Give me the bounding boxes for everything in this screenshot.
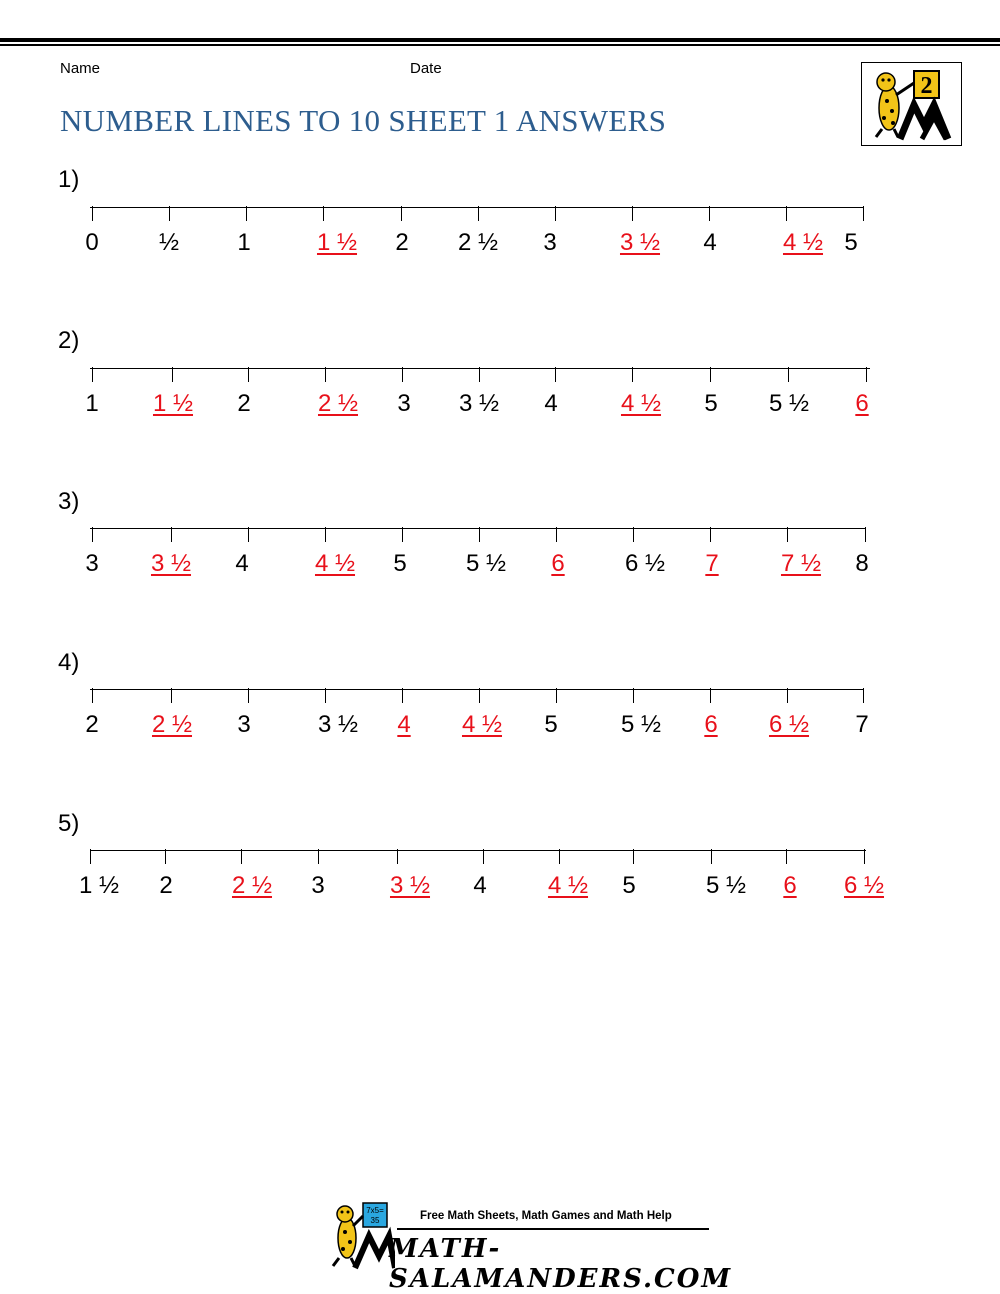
number-line-tick [710, 688, 711, 703]
number-line [90, 207, 864, 208]
number-line-tick [478, 206, 479, 221]
answer-label: 4 [397, 711, 411, 738]
answer-label: 3 ½ [150, 550, 192, 577]
problem-number: 2) [58, 327, 80, 354]
footer-rule [397, 1228, 709, 1230]
number-line [90, 850, 866, 851]
number-line-tick [633, 527, 634, 542]
number-line-tick [92, 206, 93, 221]
number-line-tick [788, 367, 789, 382]
tick-label: 3 ½ [317, 711, 359, 738]
number-line-tick [171, 527, 172, 542]
number-line-tick [787, 527, 788, 542]
tick-label: 3 [237, 711, 251, 738]
number-line-tick [632, 206, 633, 221]
answer-label: 4 ½ [620, 390, 662, 417]
tick-label: 5 [844, 229, 858, 256]
number-line-tick [632, 367, 633, 382]
number-line-tick [479, 527, 480, 542]
number-line-tick [248, 367, 249, 382]
number-line-tick [479, 688, 480, 703]
tick-label: 5 ½ [705, 872, 747, 899]
number-line-tick [92, 367, 93, 382]
number-line-tick [710, 367, 711, 382]
answer-label: 1 ½ [152, 390, 194, 417]
tick-label: 1 [85, 390, 99, 417]
problem-number: 4) [58, 649, 80, 676]
tick-label: 1 ½ [78, 872, 120, 899]
date-label: Date [410, 60, 442, 77]
number-line-tick [169, 206, 170, 221]
tick-label: 7 [855, 711, 869, 738]
tick-label: 4 [235, 550, 249, 577]
answer-label: 6 [783, 872, 797, 899]
problem-number: 1) [58, 166, 80, 193]
name-label: Name [60, 60, 101, 77]
answer-label: 2 ½ [151, 711, 193, 738]
tick-label: 4 [703, 229, 717, 256]
answer-label: 6 ½ [768, 711, 810, 738]
tick-label: 2 ½ [457, 229, 499, 256]
number-line-tick [555, 206, 556, 221]
number-line-tick [483, 849, 484, 864]
number-line-tick [325, 688, 326, 703]
tick-label: 2 [395, 229, 409, 256]
tick-label: 3 [311, 872, 325, 899]
page-title: NUMBER LINES TO 10 SHEET 1 ANSWERS [60, 103, 667, 138]
number-line-tick [397, 849, 398, 864]
number-line-tick [865, 527, 866, 542]
answer-label: 6 [855, 390, 869, 417]
tick-label: 4 [473, 872, 487, 899]
footer-salamander-icon [325, 1198, 395, 1270]
answer-label: 4 ½ [547, 872, 589, 899]
number-line [90, 689, 864, 690]
number-line-tick [323, 206, 324, 221]
number-line-tick [90, 849, 91, 864]
number-line-tick [555, 367, 556, 382]
number-line-tick [246, 206, 247, 221]
number-line-tick [248, 527, 249, 542]
answer-label: 3 ½ [389, 872, 431, 899]
answer-label: 6 [551, 550, 565, 577]
footer-icon-text-top: 7x5= [366, 1206, 384, 1215]
tick-label: 6 ½ [624, 550, 666, 577]
logo [861, 62, 962, 146]
tick-label: 8 [855, 550, 869, 577]
tick-label: 4 [544, 390, 558, 417]
footer-brand[interactable]: MATH-SALAMANDERS.COM [389, 1234, 733, 1294]
tick-label: ½ [158, 229, 180, 256]
number-line-tick [248, 688, 249, 703]
tick-label: 0 [85, 229, 99, 256]
number-line-tick [556, 688, 557, 703]
footer-tagline: Free Math Sheets, Math Games and Math Help [420, 1210, 672, 1222]
answer-label: 4 ½ [314, 550, 356, 577]
tick-label: 2 [237, 390, 251, 417]
number-line-tick [786, 206, 787, 221]
problem-number: 3) [58, 488, 80, 515]
number-line-tick [556, 527, 557, 542]
number-line-tick [325, 527, 326, 542]
number-line [90, 528, 866, 529]
number-line-tick [863, 206, 864, 221]
salamander-logo-icon [862, 63, 961, 145]
tick-label: 3 [543, 229, 557, 256]
number-line [90, 368, 870, 369]
number-line-tick [402, 527, 403, 542]
number-line-tick [241, 849, 242, 864]
number-line-tick [709, 206, 710, 221]
answer-label: 2 ½ [317, 390, 359, 417]
tick-label: 3 [397, 390, 411, 417]
number-line-tick [402, 688, 403, 703]
answer-label: 4 ½ [782, 229, 824, 256]
number-line-tick [864, 849, 865, 864]
number-line-tick [710, 527, 711, 542]
number-line-tick [171, 688, 172, 703]
number-line-tick [325, 367, 326, 382]
number-line-tick [92, 527, 93, 542]
number-line-tick [401, 206, 402, 221]
tick-label: 5 ½ [620, 711, 662, 738]
tick-label: 1 [237, 229, 251, 256]
number-line-tick [866, 367, 867, 382]
problem-number: 5) [58, 810, 80, 837]
tick-label: 3 ½ [458, 390, 500, 417]
footer-icon-text-bottom: 35 [370, 1216, 380, 1225]
number-line-tick [633, 849, 634, 864]
answer-label: 3 ½ [619, 229, 661, 256]
number-line-tick [402, 367, 403, 382]
tick-label: 5 ½ [465, 550, 507, 577]
number-line-tick [863, 688, 864, 703]
number-line-tick [559, 849, 560, 864]
tick-label: 2 [85, 711, 99, 738]
number-line-tick [172, 367, 173, 382]
tick-label: 5 [393, 550, 407, 577]
number-line-tick [633, 688, 634, 703]
number-line-tick [786, 849, 787, 864]
tick-label: 5 [622, 872, 636, 899]
footer [325, 1198, 733, 1294]
number-line-tick [318, 849, 319, 864]
answer-label: 6 [704, 711, 718, 738]
answer-label: 4 ½ [461, 711, 503, 738]
number-line-tick [479, 367, 480, 382]
logo-digit: 2 [920, 73, 933, 99]
tick-label: 5 ½ [768, 390, 810, 417]
tick-label: 2 [159, 872, 173, 899]
tick-label: 3 [85, 550, 99, 577]
tick-label: 5 [704, 390, 718, 417]
number-line-tick [165, 849, 166, 864]
tick-label: 5 [544, 711, 558, 738]
answer-label: 7 [705, 550, 719, 577]
answer-label: 7 ½ [780, 550, 822, 577]
top-rule [0, 38, 1000, 46]
answer-label: 1 ½ [316, 229, 358, 256]
number-line-tick [92, 688, 93, 703]
answer-label: 2 ½ [231, 872, 273, 899]
number-line-tick [711, 849, 712, 864]
answer-label: 6 ½ [843, 872, 885, 899]
number-line-tick [787, 688, 788, 703]
